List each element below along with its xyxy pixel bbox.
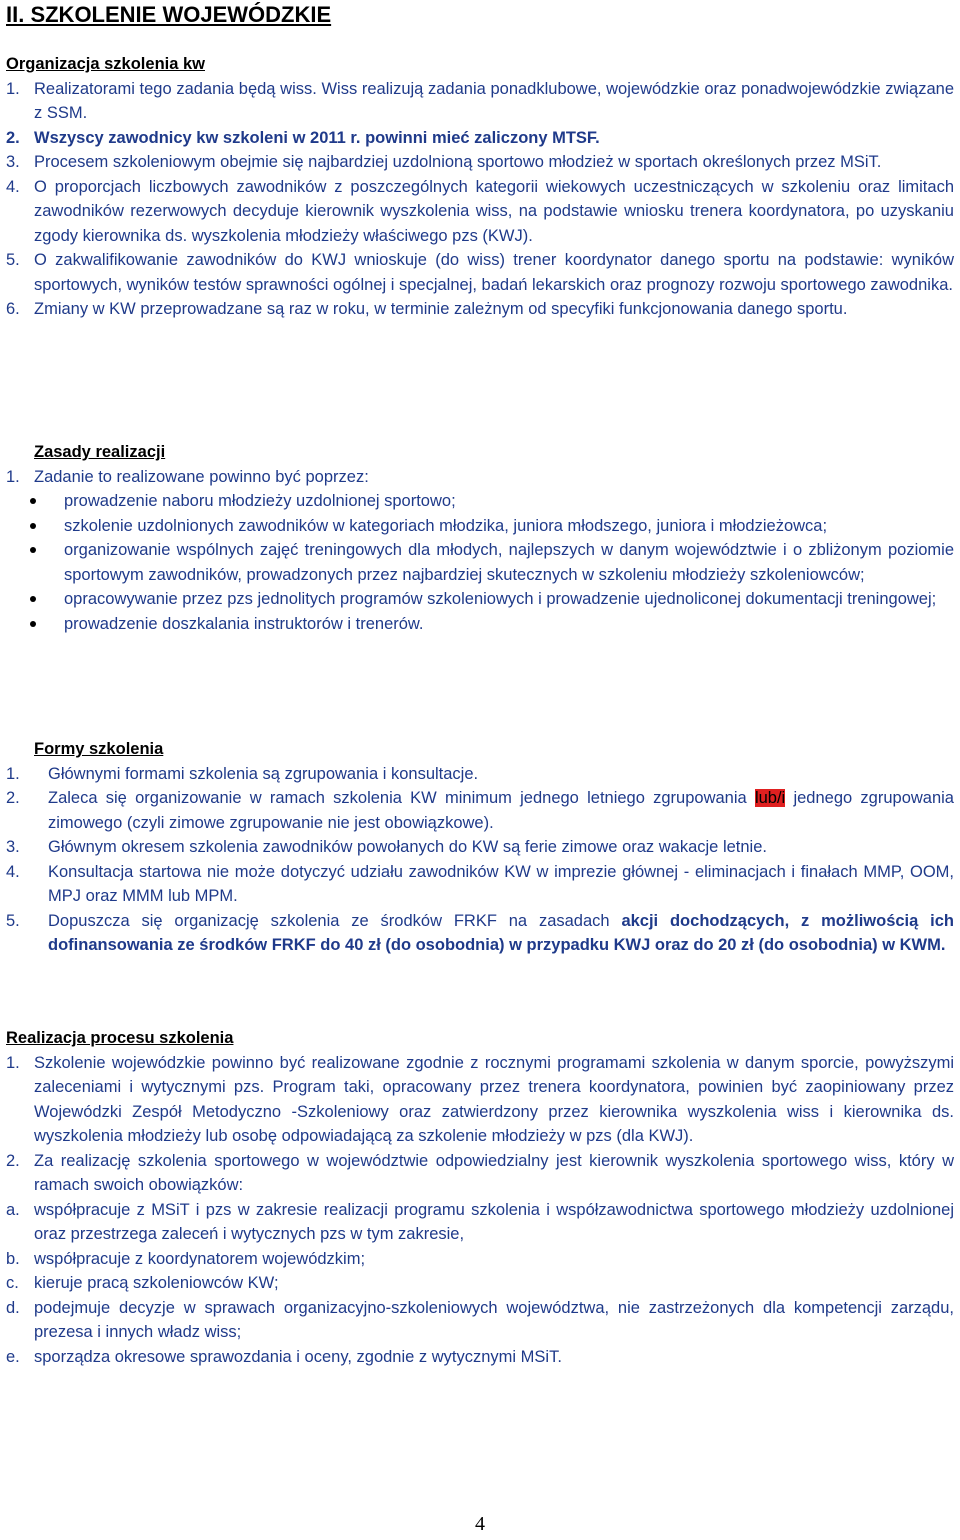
item-number: 4. — [6, 862, 20, 881]
section-zasady — [6, 440, 954, 636]
section-organizacja — [6, 52, 954, 322]
sub-item — [6, 1296, 954, 1345]
section-formy — [6, 737, 954, 958]
bullet-item — [6, 489, 954, 514]
item-number: 3. — [6, 153, 20, 171]
item-text-part: jednego zgrupowania zimowego (czyli zimowe zgrupowanie nie jest obowiązkowe). — [48, 789, 954, 832]
item-text: Konsultacja startowa nie może dotyczyć udziału zawodników KW w imprezie głównej - eliminacjach i finałach MMP, OOM, MPJ oraz MMM lub MPM. — [48, 862, 954, 905]
item-text-part: Zaleca się organizowanie w ramach szkolenia KW minimum jednego letniego zgrupowania — [48, 789, 755, 807]
list-item — [6, 126, 954, 151]
section-realizacja — [6, 1026, 954, 1369]
item-text: O zakwalifikowanie zawodników do KWJ wnioskuje (do wiss) trener koordynator danego sportu na podstawie: wyników sportowych, wyników testów sprawności ogólnej i specjalnej, badań lekarskich oraz prognozy rozwoju sportowego zawodnika. — [34, 251, 954, 294]
bold-text: akcji dochodzących, z możliwością ich dofinansowania ze środków FRKF do 40 zł (do osobodnia) w przypadku KWJ oraz do 20 zł (do osobodnia) w KWM. — [48, 911, 954, 954]
bullet-item — [6, 587, 954, 612]
sub-item — [6, 1271, 954, 1296]
section-heading: Organizacja szkolenia kw — [6, 55, 205, 73]
item-text: kieruje pracą szkoleniowców KW; — [34, 1274, 279, 1292]
list-item — [6, 175, 954, 249]
item-number: 5. — [6, 251, 20, 269]
bullet-icon — [6, 489, 64, 514]
list-item — [6, 786, 954, 835]
bullet-icon — [6, 612, 64, 637]
section-heading: Realizacja procesu szkolenia — [6, 1029, 234, 1047]
item-text — [48, 786, 954, 835]
section-heading: Formy szkolenia — [34, 740, 164, 758]
bullet-item — [6, 538, 954, 587]
item-letter: d. — [6, 1298, 20, 1317]
list-item — [6, 77, 954, 126]
item-text: Zmiany w KW przeprowadzane są raz w roku, w terminie zależnym od specyfiki funkcjonowania danego sportu. — [34, 300, 848, 318]
item-letter: a. — [6, 1200, 20, 1219]
highlighted-text: lub/i — [754, 789, 786, 807]
item-text: O proporcjach liczbowych zawodników z poszczególnych kategorii wiekowych uczestniczących w szkoleniu oraz limitach zawodników rezerwowych decyduje kierownik wyszkolenia wiss, na podstawie wniosku trenera koordynatora, po uzyskaniu zgody kierownika ds. wyszkolenia młodzieży właściwego pzs (KWJ). — [34, 177, 954, 245]
bullet-item — [6, 612, 954, 637]
sub-item — [6, 1345, 954, 1370]
bullet-text: opracowywanie przez pzs jednolitych programów szkoleniowych i prowadzenie ujednoliconej dokumentacji treningowej; — [64, 590, 937, 608]
item-text: współpracuje z koordynatorem wojewódzkim; — [34, 1249, 366, 1268]
item-text: podejmuje decyzje w sprawach organizacyjno-szkoleniowych województwa, nie zastrzeżonych dla kompetencji zarządu, prezesa i innych władz wiss; — [34, 1298, 954, 1341]
bullet-icon — [6, 587, 64, 612]
item-text: Za realizację szkolenia sportowego w województwie odpowiedzialny jest kierownik wyszkolenia sportowego wiss, który w ramach swoich obowiązków: — [34, 1151, 954, 1194]
bullet-text: szkolenie uzdolnionych zawodników w kategoriach młodzika, juniora młodszego, juniora i młodzieżowca; — [64, 516, 828, 535]
item-text — [48, 909, 954, 958]
item-text: Procesem szkoleniowym obejmie się najbardziej uzdolnioną sportowo młodzież w sportach określonych przez MSiT. — [34, 153, 882, 171]
list-item — [6, 762, 954, 787]
page-number: 4 — [475, 1513, 485, 1535]
bullet-text: prowadzenie naboru młodzieży uzdolnionej sportowo; — [64, 492, 456, 510]
bullet-item — [6, 514, 954, 539]
list-item — [6, 465, 954, 490]
item-number: 2. — [6, 1151, 20, 1170]
item-letter: c. — [6, 1274, 19, 1292]
item-letter: b. — [6, 1249, 20, 1268]
bullet-icon — [6, 538, 64, 587]
item-letter: e. — [6, 1347, 20, 1366]
bullet-text: prowadzenie doszkalania instruktorów i trenerów. — [64, 614, 424, 633]
item-number: 2. — [6, 128, 20, 147]
item-text: Realizatorami tego zadania będą wiss. Wiss realizują zadania ponadklubowe, wojewódzkie oraz ponadwojewódzkie związane z SSM. — [34, 79, 954, 122]
list-item — [6, 909, 954, 958]
bullet-icon — [6, 514, 64, 539]
list-item — [6, 835, 954, 860]
item-number: 3. — [6, 838, 20, 856]
item-number: 1. — [6, 467, 20, 486]
list-item — [6, 1149, 954, 1198]
bullet-text: organizowanie wspólnych zajęć treningowych dla młodych, najlepszych w danym województwie i o zbliżonym poziomie sportowym zawodników, prowadzonych przez najbardziej skutecznych w szkoleniu młodzieży szkoleniowców; — [64, 541, 954, 584]
item-number: 2. — [6, 789, 20, 807]
list-item — [6, 248, 954, 297]
item-number: 5. — [6, 911, 20, 930]
section-heading: Zasady realizacji — [34, 443, 166, 461]
item-text: Szkolenie wojewódzkie powinno być realizowane zgodnie z rocznymi programami szkolenia w danym sporcie, powyższymi zaleceniami i wytycznymi pzs. Program taki, opracowany przez trenera koordynatora, powinien być zaopiniowany przez Wojewódzki Zespół Metodyczno -Szkoleniowy oraz zatwierdzony przez kierownika wyszkolenia wiss i kierownika ds. wyszkolenia młodzieży lub osobę odpowiadającą za szkolenie młodzieży w pzs (dla KWJ). — [34, 1053, 954, 1145]
item-text: Zadanie to realizowane powinno być poprzez: — [34, 467, 369, 486]
item-number: 4. — [6, 177, 20, 196]
item-text: współpracuje z MSiT i pzs w zakresie realizacji programu szkolenia i współzawodnictwa sportowego młodzieży uzdolnionej oraz przestrzega zaleceń i wytycznych pzs w tym zakresie, — [34, 1200, 954, 1243]
item-text: Głównymi formami szkolenia są zgrupowania i konsultacje. — [48, 764, 479, 783]
list-item — [6, 860, 954, 909]
sub-item — [6, 1247, 954, 1272]
item-text: Wszyscy zawodnicy kw szkoleni w 2011 r. powinni mieć zaliczony MTSF. — [34, 128, 600, 147]
item-number: 1. — [6, 79, 20, 98]
item-text: sporządza okresowe sprawozdania i oceny, zgodnie z wytycznymi MSiT. — [34, 1347, 562, 1366]
list-item — [6, 1051, 954, 1149]
item-number: 1. — [6, 1053, 20, 1072]
item-number: 6. — [6, 300, 20, 318]
list-item — [6, 150, 954, 175]
item-text: Głównym okresem szkolenia zawodników powołanych do KW są ferie zimowe oraz wakacje letnie. — [48, 838, 767, 856]
page-title: II. SZKOLENIE WOJEWÓDZKIE — [6, 2, 332, 27]
list-item — [6, 297, 954, 322]
sub-item — [6, 1198, 954, 1247]
item-text-part: Dopuszcza się organizację szkolenia ze środków FRKF na zasadach — [48, 911, 622, 930]
item-number: 1. — [6, 764, 20, 783]
